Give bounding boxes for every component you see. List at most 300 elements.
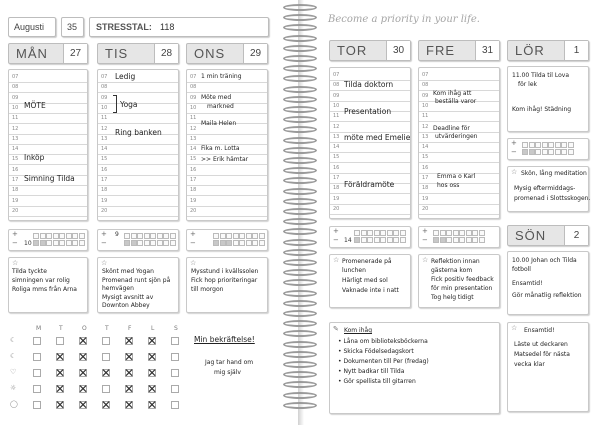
hour-row — [98, 176, 178, 186]
tracker-cell[interactable] — [479, 237, 485, 243]
minus-icon: − — [12, 239, 18, 247]
spiral-coil — [283, 310, 317, 317]
spiral-coil — [283, 279, 317, 286]
tracker-fre[interactable] — [418, 226, 500, 248]
tracker-cell[interactable] — [367, 237, 373, 243]
hour-row — [187, 135, 267, 145]
entry: Emma o Karl — [437, 173, 476, 180]
tracker-cell[interactable] — [163, 233, 169, 239]
tracker-cell[interactable] — [220, 233, 226, 239]
tracker-cell[interactable] — [472, 237, 478, 243]
week-number: 35 — [67, 22, 78, 32]
tracker-cell[interactable] — [220, 240, 226, 246]
tracker-cell[interactable] — [535, 142, 541, 148]
hour-row — [98, 73, 178, 83]
tracker-cell[interactable] — [259, 233, 265, 239]
hour-label: 07 — [422, 72, 429, 78]
stress-label: STRESSTAL: — [96, 22, 152, 32]
day-header-tor[interactable] — [329, 40, 411, 61]
day-column-man[interactable] — [8, 69, 88, 221]
remember-item: • Nytt badkar till Tilda — [338, 368, 405, 375]
tracker-cell[interactable] — [380, 230, 386, 236]
spiral-coil — [283, 361, 317, 368]
hour-label: 15 — [101, 156, 108, 163]
tracker-cell[interactable] — [433, 230, 439, 236]
tracker-cell[interactable] — [124, 233, 130, 239]
hour-row — [98, 207, 178, 217]
day-header-ons[interactable] — [186, 43, 268, 64]
tracker-cell[interactable] — [213, 233, 219, 239]
hour-label: 08 — [12, 84, 19, 91]
stress-value: 118 — [160, 22, 175, 32]
affirmation-title: Min bekräftelse! — [194, 335, 255, 344]
hour-label: 07 — [333, 72, 340, 78]
tracker-cell[interactable] — [226, 240, 232, 246]
reflection-line: Promenerade på — [342, 258, 392, 265]
tracker-cell[interactable] — [137, 240, 143, 246]
habit-checkbox[interactable] — [171, 385, 179, 393]
star-icon: ☆ — [101, 259, 108, 267]
hour-label: 08 — [333, 82, 340, 89]
entry: 11.00 Tilda til Lova — [512, 72, 570, 79]
hour-row — [330, 164, 410, 174]
day-column-fre[interactable] — [418, 67, 500, 219]
hour-row — [98, 104, 178, 114]
hour-row — [187, 83, 267, 93]
tracker-cell[interactable] — [46, 233, 52, 239]
sun-icon: ☼ — [10, 384, 17, 392]
tracker-cell[interactable] — [40, 233, 46, 239]
hour-row — [9, 145, 87, 155]
hour-row — [187, 197, 267, 207]
tracker-cell[interactable] — [53, 233, 59, 239]
hour-row — [9, 83, 87, 93]
habit-checkbox[interactable] — [33, 353, 41, 361]
check-x-icon: ✕ — [147, 350, 158, 364]
check-x-icon: ✕ — [147, 366, 158, 380]
hour-label: 09 — [333, 92, 340, 99]
entry: Tilda doktorn — [344, 80, 394, 89]
reflection-line: gästerna kom — [431, 267, 473, 274]
hour-label: 20 — [333, 205, 340, 212]
spiral-coil — [283, 167, 317, 174]
habit-checkbox[interactable] — [171, 337, 179, 345]
entry: Simning Tilda — [24, 174, 75, 183]
remember-item: • Låna om biblioteksböckerna — [338, 338, 428, 345]
tracker-cell[interactable] — [59, 240, 65, 246]
reflection-line: för min presentation — [431, 285, 493, 292]
check-x-icon: ✕ — [78, 366, 89, 380]
tracker-cell[interactable] — [453, 237, 459, 243]
hour-row — [9, 94, 87, 104]
tracker-cell[interactable] — [259, 240, 265, 246]
tracker-cell[interactable] — [233, 240, 239, 246]
tracker-cell[interactable] — [529, 149, 535, 155]
hour-label: 16 — [422, 164, 429, 171]
check-x-icon: ✕ — [147, 334, 158, 348]
tracker-cell[interactable] — [361, 230, 367, 236]
tracker-cell[interactable] — [387, 237, 393, 243]
day-number: 28 — [154, 44, 178, 63]
hour-label: 19 — [101, 197, 108, 204]
spiral-binding — [283, 4, 317, 416]
reflection-line: simningen var rolig — [12, 277, 70, 284]
tracker-cell[interactable] — [446, 230, 452, 236]
tracker-cell[interactable] — [150, 240, 156, 246]
star-icon: ☆ — [333, 256, 340, 264]
tracker-cell[interactable] — [163, 240, 169, 246]
reflection-line: Matsedel för nästa — [514, 351, 570, 358]
star-icon: ☆ — [511, 168, 518, 176]
reflection-line: Ensamtid! — [524, 327, 555, 334]
plus-icon: + — [190, 230, 196, 238]
habit-checkbox[interactable] — [33, 385, 41, 393]
tracker-number: 10 — [24, 240, 32, 247]
spiral-coil — [283, 24, 317, 31]
tracker-cell[interactable] — [440, 230, 446, 236]
hour-label: 13 — [422, 133, 429, 140]
tracker-cell[interactable] — [561, 142, 567, 148]
hour-label: 10 — [422, 102, 429, 109]
spiral-coil — [283, 351, 317, 358]
hour-label: 13 — [190, 135, 197, 142]
check-x-icon: ✕ — [101, 398, 112, 412]
star-icon: ☆ — [190, 259, 197, 267]
tracker-cell[interactable] — [66, 240, 72, 246]
tracker-cell[interactable] — [374, 237, 380, 243]
stress-box[interactable] — [89, 17, 269, 37]
tracker-cell[interactable] — [374, 230, 380, 236]
day-name: TIS — [105, 46, 129, 61]
tracker-cell[interactable] — [400, 230, 406, 236]
tracker-cell[interactable] — [40, 240, 46, 246]
month-label: Augusti — [14, 22, 45, 32]
spiral-coil — [283, 330, 317, 337]
tracker-cell[interactable] — [124, 240, 130, 246]
hour-label: 07 — [190, 74, 197, 80]
check-x-icon: ✕ — [55, 398, 66, 412]
entry: 1 min träning — [201, 73, 242, 80]
hour-row — [98, 186, 178, 196]
tracker-cell[interactable] — [472, 230, 478, 236]
spiral-coil — [283, 106, 317, 113]
tracker-cell[interactable] — [233, 233, 239, 239]
entry: Yoga — [120, 100, 138, 109]
day-column-tor[interactable] — [329, 67, 411, 219]
tracker-cell[interactable] — [400, 237, 406, 243]
hour-row — [419, 195, 499, 205]
spiral-coil — [283, 35, 317, 42]
tracker-tis[interactable] — [97, 229, 179, 251]
tracker-cell[interactable] — [246, 240, 252, 246]
day-column-tis[interactable] — [97, 69, 179, 221]
tracker-cell[interactable] — [568, 142, 574, 148]
spiral-coil — [283, 371, 317, 378]
tracker-cell[interactable] — [522, 149, 528, 155]
heart-icon: ♡ — [10, 368, 17, 376]
habit-checkbox[interactable] — [102, 353, 110, 361]
entry: Kom ihåg! Städning — [512, 106, 572, 113]
plus-icon: + — [422, 227, 428, 235]
entry: Kom ihåg att — [433, 90, 472, 97]
hour-label: 10 — [101, 104, 108, 111]
reflection-fre[interactable] — [418, 254, 500, 308]
tracker-cell[interactable] — [213, 240, 219, 246]
tracker-cell[interactable] — [542, 149, 548, 155]
affirmation — [192, 333, 270, 393]
hour-label: 08 — [101, 84, 108, 91]
hour-label: 18 — [12, 187, 19, 194]
tracker-cell[interactable] — [46, 240, 52, 246]
month-box[interactable] — [8, 17, 56, 37]
hour-label: 16 — [101, 166, 108, 173]
hour-label: 09 — [422, 92, 429, 99]
habit-column-label: S — [174, 325, 178, 332]
tracker-ons[interactable] — [186, 229, 268, 251]
tracker-cell[interactable] — [33, 233, 39, 239]
habit-checkbox[interactable] — [56, 337, 64, 345]
tracker-man[interactable] — [8, 229, 88, 251]
reflection-line: Fick hop prioriteringar — [191, 277, 258, 284]
entry: >> Erik hämtar — [201, 156, 249, 163]
minus-icon: − — [190, 239, 196, 247]
hour-row — [98, 94, 178, 104]
hour-label: 07 — [12, 74, 19, 80]
habit-checkbox[interactable] — [33, 401, 41, 409]
hour-row — [187, 176, 267, 186]
day-header-lor[interactable] — [507, 40, 589, 61]
reflection-line: Skön, lång meditation — [521, 170, 587, 177]
tracker-cell[interactable] — [361, 237, 367, 243]
habit-checkbox[interactable] — [102, 385, 110, 393]
day-name: MÅN — [16, 46, 48, 61]
reflection-tor[interactable] — [329, 254, 411, 308]
reflection-line: Downton Abbey — [102, 302, 150, 309]
tracker-cell[interactable] — [453, 230, 459, 236]
reflection-line: Reflektion innan — [431, 258, 480, 265]
habit-column-label: O — [82, 325, 87, 332]
tracker-cell[interactable] — [150, 233, 156, 239]
remember-item: • Dokumenten till Per (fredag) — [338, 358, 429, 365]
day-name: ONS — [194, 46, 226, 61]
habit-checkbox[interactable] — [33, 369, 41, 377]
day-header-tis[interactable] — [97, 43, 179, 64]
entry: Inköp — [24, 153, 45, 162]
minus-icon: − — [333, 236, 339, 244]
day-column-ons[interactable] — [186, 69, 268, 221]
hour-row — [419, 112, 499, 122]
day-header-fre[interactable] — [418, 40, 500, 61]
hour-row — [330, 195, 410, 205]
tracker-cell[interactable] — [354, 237, 360, 243]
reflection-line: Roliga mms från Arna — [12, 286, 77, 293]
star-icon: ☆ — [422, 256, 429, 264]
habit-checkbox[interactable] — [171, 369, 179, 377]
hour-row — [98, 155, 178, 165]
tracker-cell[interactable] — [380, 237, 386, 243]
entry: Fika m. Lotta — [201, 145, 240, 152]
hour-label: 10 — [333, 102, 340, 109]
reflection-line: Vaknade inte i natt — [342, 287, 399, 294]
tracker-cell[interactable] — [157, 240, 163, 246]
tracker-cell[interactable] — [137, 233, 143, 239]
hour-row — [9, 155, 87, 165]
hour-label: 18 — [333, 185, 340, 192]
tracker-cell[interactable] — [131, 240, 137, 246]
hour-label: 11 — [333, 113, 340, 120]
remember-box[interactable] — [329, 322, 500, 414]
tracker-cell[interactable] — [252, 240, 258, 246]
check-x-icon: ✕ — [124, 350, 135, 364]
day-header-man[interactable] — [8, 43, 88, 64]
tracker-cell[interactable] — [555, 142, 561, 148]
spiral-coil — [283, 341, 317, 348]
tracker-cell[interactable] — [79, 233, 85, 239]
reflection-line: Läste ut deckaren — [514, 341, 568, 348]
hour-row — [419, 205, 499, 215]
tracker-cell[interactable] — [479, 230, 485, 236]
tracker-cell[interactable] — [466, 230, 472, 236]
moon-icon: ☾ — [10, 352, 17, 360]
tracker-cell[interactable] — [239, 233, 245, 239]
hour-label: 12 — [101, 125, 108, 132]
habit-checkbox[interactable] — [171, 353, 179, 361]
tracker-cell[interactable] — [72, 240, 78, 246]
hour-label: 20 — [101, 207, 108, 214]
spiral-coil — [283, 116, 317, 123]
day-name: TOR — [337, 43, 368, 58]
tracker-tor[interactable] — [329, 226, 411, 248]
tracker-cell[interactable] — [53, 240, 59, 246]
entry: möte med Emelie — [344, 133, 411, 142]
tracker-cell[interactable] — [66, 233, 72, 239]
reflection-lor[interactable] — [507, 166, 589, 212]
sunday-notes[interactable] — [507, 251, 589, 315]
saturday-notes[interactable] — [507, 66, 589, 132]
tracker-cell[interactable] — [440, 237, 446, 243]
hour-row — [98, 166, 178, 176]
tracker-cell[interactable] — [535, 149, 541, 155]
habit-checkbox[interactable] — [171, 401, 179, 409]
reflection-line: Tog helg tidigt — [431, 294, 474, 301]
hour-label: 13 — [101, 135, 108, 142]
tracker-cell[interactable] — [387, 230, 393, 236]
tracker-cell[interactable] — [393, 230, 399, 236]
reflection-line: promenad i Slottsskogen. — [514, 195, 591, 202]
entry: Ledig — [115, 72, 136, 81]
hour-label: 12 — [422, 123, 429, 130]
tracker-number: 14 — [344, 237, 352, 244]
tracker-cell[interactable] — [59, 233, 65, 239]
tracker-lor[interactable] — [507, 138, 589, 160]
minus-icon: − — [101, 239, 107, 247]
tracker-cell[interactable] — [433, 237, 439, 243]
tracker-cell[interactable] — [157, 233, 163, 239]
day-header-son[interactable] — [507, 225, 589, 246]
spiral-coil — [283, 157, 317, 164]
tracker-cell[interactable] — [72, 233, 78, 239]
hour-row — [9, 135, 87, 145]
tracker-cell[interactable] — [246, 233, 252, 239]
entry: Presentation — [344, 107, 392, 116]
hour-label: 08 — [422, 82, 429, 89]
hour-label: 14 — [12, 146, 19, 153]
entry: Föräldramöte — [344, 180, 395, 189]
habit-checkbox[interactable] — [102, 337, 110, 345]
hour-label: 19 — [333, 195, 340, 202]
tracker-cell[interactable] — [466, 237, 472, 243]
hour-label: 12 — [190, 125, 197, 132]
check-x-icon: ✕ — [55, 350, 66, 364]
tracker-cell[interactable] — [459, 237, 465, 243]
hour-label: 09 — [12, 94, 19, 101]
reflection-line: Promenad runt sjön på — [102, 277, 171, 284]
tracker-cell[interactable] — [170, 240, 176, 246]
spiral-coil — [283, 177, 317, 184]
spiral-coil — [283, 239, 317, 246]
tracker-cell[interactable] — [548, 149, 554, 155]
check-x-icon: ✕ — [124, 382, 135, 396]
habit-checkbox[interactable] — [33, 337, 41, 345]
tracker-cell[interactable] — [529, 142, 535, 148]
tracker-cell[interactable] — [568, 149, 574, 155]
remember-item: • Skicka Födelsedagskort — [338, 348, 414, 355]
plus-icon: + — [333, 227, 339, 235]
tracker-cell[interactable] — [144, 240, 150, 246]
tracker-cell[interactable] — [446, 237, 452, 243]
check-x-icon: ✕ — [124, 366, 135, 380]
tracker-cell[interactable] — [542, 142, 548, 148]
tracker-cell[interactable] — [555, 149, 561, 155]
habit-column-label: T — [59, 325, 63, 332]
hour-label: 07 — [101, 74, 108, 80]
tracker-cell[interactable] — [252, 233, 258, 239]
entry: Deadline för — [433, 125, 470, 132]
week-number-box[interactable] — [61, 17, 84, 37]
spiral-coil — [283, 208, 317, 215]
tracker-cell[interactable] — [144, 233, 150, 239]
remember-item: • Gör spellista till gitarren — [338, 378, 416, 385]
reflection-line: Tilda tyckte — [12, 268, 47, 275]
spiral-coil — [283, 249, 317, 256]
habit-column-label: F — [128, 325, 132, 332]
reflection-ons[interactable] — [186, 257, 268, 313]
tracker-cell[interactable] — [561, 149, 567, 155]
hour-row — [419, 71, 499, 81]
tracker-cell[interactable] — [170, 233, 176, 239]
tracker-cell[interactable] — [226, 233, 232, 239]
reflection-line: hemvägen — [102, 285, 134, 292]
hour-label: 12 — [12, 125, 19, 132]
hour-label: 15 — [190, 156, 197, 163]
reflection-tis[interactable] — [97, 257, 179, 313]
tracker-cell[interactable] — [354, 230, 360, 236]
habit-column-label: T — [105, 325, 109, 332]
tracker-cell[interactable] — [548, 142, 554, 148]
tracker-cell[interactable] — [367, 230, 373, 236]
reflection-man[interactable] — [8, 257, 88, 313]
day-number: 27 — [63, 44, 87, 63]
tracker-cell[interactable] — [79, 240, 85, 246]
tracker-cell[interactable] — [239, 240, 245, 246]
tracker-cell[interactable] — [33, 240, 39, 246]
tracker-cell[interactable] — [131, 233, 137, 239]
reflection-son[interactable] — [507, 322, 589, 412]
tracker-cell[interactable] — [459, 230, 465, 236]
tracker-cell[interactable] — [393, 237, 399, 243]
reflection-line: Mysig eftermiddags- — [514, 185, 576, 192]
tracker-cell[interactable] — [522, 142, 528, 148]
